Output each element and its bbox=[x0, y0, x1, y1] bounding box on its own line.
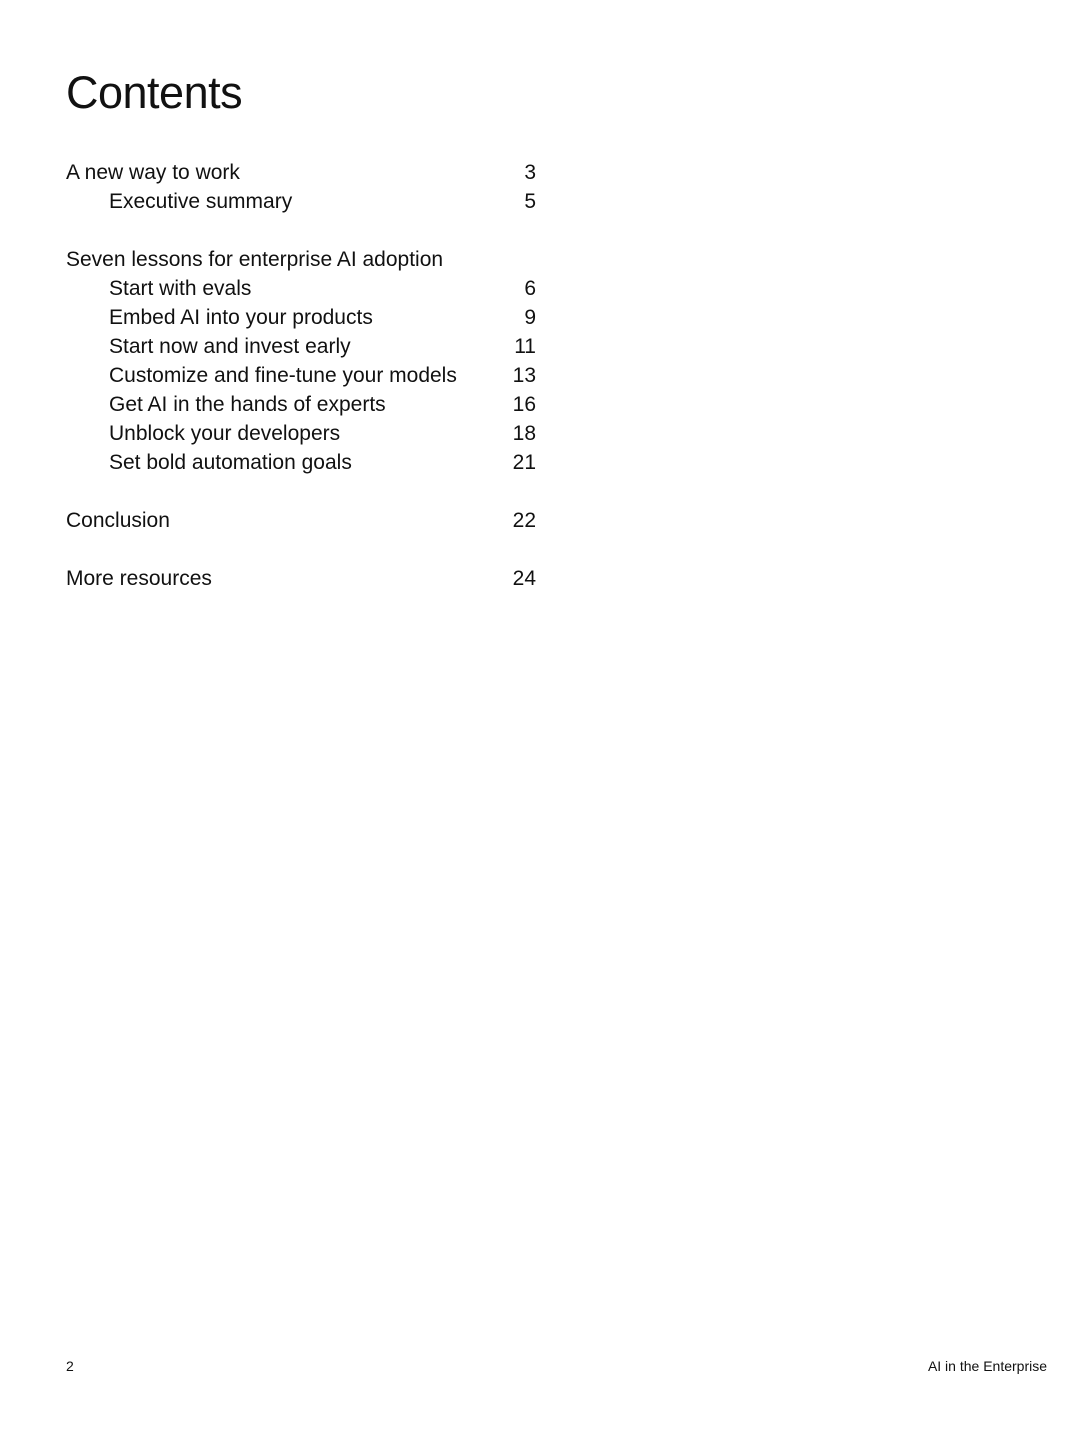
toc-entry-label: Executive summary bbox=[109, 190, 293, 213]
toc-entry-page: 24 bbox=[512, 567, 536, 590]
toc-entry-label: Start with evals bbox=[109, 277, 252, 300]
toc-entry-page: 16 bbox=[512, 393, 536, 416]
toc-entry-page: 5 bbox=[524, 190, 536, 213]
table-of-contents bbox=[66, 158, 536, 622]
toc-entry-label: Conclusion bbox=[66, 509, 170, 532]
toc-group bbox=[66, 245, 536, 477]
toc-entry-label: Unblock your developers bbox=[109, 422, 341, 445]
footer-page-number: 2 bbox=[66, 1358, 74, 1374]
toc-subentry[interactable] bbox=[66, 187, 536, 216]
toc-subentry[interactable] bbox=[66, 448, 536, 477]
toc-subentry[interactable] bbox=[66, 274, 536, 303]
page-title: Contents bbox=[66, 67, 243, 118]
toc-entry[interactable] bbox=[66, 564, 536, 593]
toc-entry-page: 18 bbox=[512, 422, 536, 445]
toc-subentry[interactable] bbox=[66, 419, 536, 448]
toc-entry-page: 9 bbox=[524, 306, 536, 329]
toc-subentry[interactable] bbox=[66, 390, 536, 419]
toc-entry-label: More resources bbox=[66, 567, 212, 590]
toc-entry-label: A new way to work bbox=[66, 161, 240, 184]
toc-entry-page: 22 bbox=[512, 509, 536, 532]
toc-entry-label: Embed AI into your products bbox=[109, 306, 373, 329]
toc-group bbox=[66, 506, 536, 535]
toc-entry-label: Start now and invest early bbox=[109, 335, 351, 358]
toc-entry-page: 6 bbox=[524, 277, 536, 300]
toc-entry[interactable] bbox=[66, 158, 536, 187]
toc-entry-page: 21 bbox=[512, 451, 536, 474]
toc-entry-page: 11 bbox=[514, 335, 536, 358]
toc-entry-page: 3 bbox=[524, 161, 536, 184]
toc-entry[interactable] bbox=[66, 506, 536, 535]
toc-subentry[interactable] bbox=[66, 332, 536, 361]
toc-entry-label: Customize and fine-tune your models bbox=[109, 364, 457, 387]
toc-entry-label: Set bold automation goals bbox=[109, 451, 352, 474]
toc-entry-label: Seven lessons for enterprise AI adoption bbox=[66, 248, 444, 271]
toc-entry-page: 13 bbox=[512, 364, 536, 387]
toc-entry-label: Get AI in the hands of experts bbox=[109, 393, 386, 416]
toc-subentry[interactable] bbox=[66, 303, 536, 332]
toc-group bbox=[66, 158, 536, 216]
toc-subentry[interactable] bbox=[66, 361, 536, 390]
toc-group bbox=[66, 564, 536, 593]
toc-entry[interactable] bbox=[66, 245, 536, 274]
footer-document-title: AI in the Enterprise bbox=[927, 1358, 1047, 1374]
